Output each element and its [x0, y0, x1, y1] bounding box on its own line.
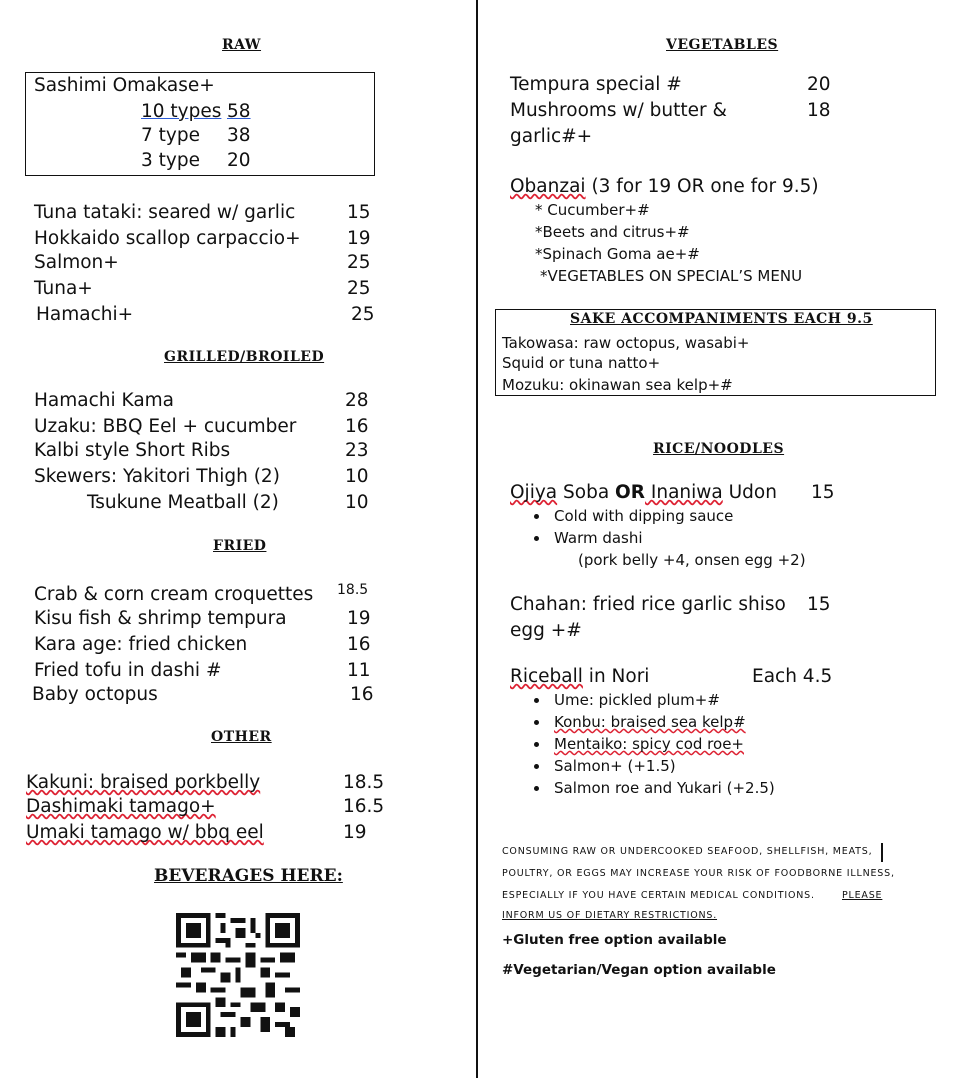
vegetables-heading: VEGETABLES [666, 37, 779, 53]
sake-heading: SAKE ACCOMPANIMENTS EACH 9.5 [570, 311, 873, 327]
list-item: • Ume: pickled plum+# [550, 689, 775, 711]
health-notice-line: CONSUMING RAW OR UNDERCOOKED SEAFOOD, SHELLFISH, MEATS, [502, 846, 873, 857]
menu-item-price: 23 [345, 440, 369, 461]
menu-item-price: 25 [347, 252, 371, 273]
dietary-note: #Vegetarian/Vegan option available [502, 962, 776, 978]
menu-item-name: Uzaku: BBQ Eel + cucumber [34, 416, 297, 437]
obanzai-item: *Beets and citrus+# [535, 223, 690, 241]
menu-item-name: garlic#+ [510, 126, 593, 147]
menu-item-price: 20 [807, 74, 831, 95]
rice-heading: RICE/NOODLES [653, 441, 785, 457]
menu-item-name: Hamachi+ [36, 304, 134, 325]
menu-item-price: 10 [345, 492, 369, 513]
menu-item-name: Tsukune Meatball (2) [87, 492, 279, 513]
menu-item-name: Skewers: Yakitori Thigh (2) [34, 466, 280, 487]
cursor-mark [881, 843, 883, 862]
menu-item-price: 19 [347, 228, 371, 249]
list-item: • Konbu: braised sea kelp# [550, 711, 775, 733]
menu-item-name: Tuna tataki: seared w/ garlic [34, 202, 296, 223]
obanzai-item: * Cucumber+# [535, 201, 650, 219]
menu-item-price: 25 [347, 278, 371, 299]
obanzai-item: *Spinach Goma ae+# [535, 245, 700, 263]
menu-item-price: 19 [343, 822, 367, 843]
menu-item-name: Tuna+ [34, 278, 93, 299]
riceball-line: Riceball in Nori [510, 666, 650, 687]
menu-item-price: 16 [345, 416, 369, 437]
menu-item-price: 25 [351, 304, 375, 325]
menu-item-price: 16 [347, 634, 371, 655]
qr-code-image[interactable] [176, 912, 300, 1038]
menu-item-price: 18.5 [343, 772, 385, 793]
menu-item-price: 28 [345, 390, 369, 411]
menu-item-price: 15 [807, 594, 831, 615]
omakase-title: Sashimi Omakase+ [34, 75, 215, 96]
soba-options [530, 505, 733, 549]
menu-item-name: Mushrooms w/ butter & [510, 100, 727, 121]
obanzai-item: *VEGETABLES ON SPECIAL’S MENU [540, 267, 803, 285]
menu-item-name: Kisu fish & shrimp tempura [34, 608, 287, 629]
list-item: • Cold with dipping sauce [550, 505, 733, 527]
menu-item-name: Crab & corn cream croquettes [34, 584, 314, 605]
omakase-option: 3 type [141, 150, 200, 171]
menu-item-price: 16 [350, 684, 374, 705]
omakase-price: 20 [227, 150, 251, 171]
menu-item-price: 11 [347, 660, 371, 681]
menu-item-price: Each 4.5 [752, 666, 833, 687]
menu-item-name: Kalbi style Short Ribs [34, 440, 231, 461]
list-item: • Salmon+ (+1.5) [550, 755, 775, 777]
sake-item: Mozuku: okinawan sea kelp+# [502, 376, 733, 394]
menu-item-name: egg +# [510, 620, 582, 641]
soba-line: Ojiya Soba OR Inaniwa Udon [510, 482, 777, 503]
raw-heading: RAW [222, 37, 262, 53]
sake-item: Takowasa: raw octopus, wasabi+ [502, 334, 750, 352]
menu-item-name: Dashimaki tamago+ [26, 796, 216, 817]
omakase-price: 38 [227, 125, 251, 146]
menu-item-price: 18.5 [337, 582, 369, 598]
beverages-heading: BEVERAGES HERE: [154, 866, 343, 886]
health-notice-line: INFORM US OF DIETARY RESTRICTIONS. [502, 910, 718, 921]
menu-item-price: 15 [347, 202, 371, 223]
menu-item-price: 15 [811, 482, 835, 503]
menu-item-price: 18 [807, 100, 831, 121]
other-heading: OTHER [211, 729, 272, 745]
list-item: • Warm dashi [550, 527, 733, 549]
menu-item-name: Hokkaido scallop carpaccio+ [34, 228, 301, 249]
menu-item-name: Kara age: fried chicken [34, 634, 248, 655]
sake-item: Squid or tuna natto+ [502, 354, 661, 372]
menu-item-name: Salmon+ [34, 252, 119, 273]
health-notice-line: POULTRY, OR EGGS MAY INCREASE YOUR RISK OF FOODBORNE ILLNESS, [502, 868, 895, 879]
soba-note: (pork belly +4, onsen egg +2) [578, 551, 806, 569]
column-divider [476, 0, 478, 1078]
menu-item-name: Hamachi Kama [34, 390, 175, 411]
menu-item-price: 16.5 [343, 796, 385, 817]
list-item: • Salmon roe and Yukari (+2.5) [550, 777, 775, 799]
menu-item-name: Kakuni: braised porkbelly [26, 772, 261, 793]
menu-item-name: Chahan: fried rice garlic shiso [510, 594, 786, 615]
obanzai-line: Obanzai (3 for 19 OR one for 9.5) [510, 176, 819, 197]
omakase-option: 7 type [141, 125, 200, 146]
grilled-heading: GRILLED/BROILED [164, 349, 325, 365]
riceball-options [530, 689, 775, 799]
menu-item-name: Baby octopus [32, 684, 158, 705]
omakase-price: 58 [227, 101, 251, 122]
menu-item-price: 10 [345, 466, 369, 487]
menu-item-price: 19 [347, 608, 371, 629]
health-notice-line: PLEASE [842, 890, 883, 901]
menu-item-name: Tempura special # [510, 74, 682, 95]
dietary-note: +Gluten free option available [502, 932, 727, 948]
menu-item-name: Umaki tamago w/ bbq eel [26, 822, 264, 843]
menu-item-name: Fried tofu in dashi # [34, 660, 222, 681]
fried-heading: FRIED [213, 538, 267, 554]
health-notice-line: ESPECIALLY IF YOU HAVE CERTAIN MEDICAL CONDITIONS. [502, 890, 815, 901]
list-item: • Mentaiko: spicy cod roe+ [550, 733, 775, 755]
omakase-option: 10 types [141, 101, 222, 122]
